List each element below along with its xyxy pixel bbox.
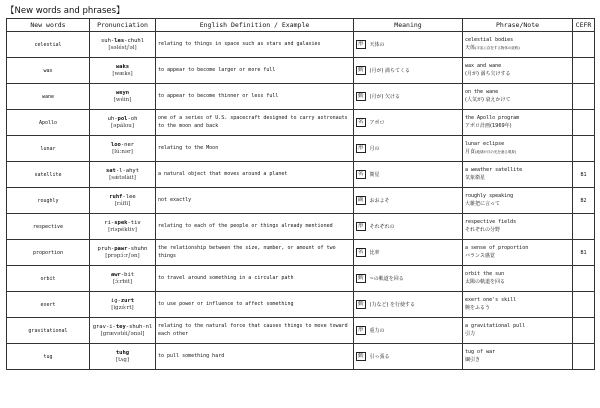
ipa-transcription: [prəpɔ́:r∫ən]	[105, 253, 140, 259]
phrase-note-cell	[463, 240, 573, 266]
syllable-stressed: waks	[115, 63, 130, 70]
phrase-japanese	[465, 357, 570, 365]
section-heading: 【New words and phrases】	[6, 6, 125, 16]
part-of-speech-badge: 動	[358, 93, 364, 99]
table-row	[7, 162, 595, 188]
phrase-japanese	[465, 279, 570, 287]
syllable-post: -chuhl	[124, 37, 145, 44]
pronunciation-cell	[90, 214, 156, 240]
syllable-stressed: pol	[117, 115, 128, 122]
cefr-cell	[573, 58, 595, 84]
syllables	[92, 38, 153, 44]
syllable-post: -l-ahyt	[115, 167, 140, 174]
phrase-english: celestial bodies	[465, 37, 514, 43]
phrase-japanese-main: 天体	[465, 44, 476, 51]
header-new-words: New words	[7, 19, 90, 32]
syllable-stressed: ruhf	[109, 193, 123, 200]
phrase-note-cell	[463, 32, 573, 58]
meaning-cell	[354, 240, 463, 266]
ipa-transcription: [sǽtəlàit]	[109, 175, 136, 181]
meaning-text: 比率	[369, 250, 380, 256]
phrase-japanese-main: 太陽の軌道を回る	[465, 278, 506, 285]
phrase-japanese-main: (人気が) 衰えかけて	[465, 96, 511, 103]
header-pronunciation: Pronunciation	[90, 19, 156, 32]
meaning-text: 天体の	[369, 42, 385, 48]
phrase-japanese	[465, 331, 570, 339]
cefr-cell	[573, 266, 595, 292]
pronunciation-cell	[90, 266, 156, 292]
meaning-cell	[354, 266, 463, 292]
phrase-note-cell	[463, 214, 573, 240]
phrase-note-cell	[463, 266, 573, 292]
part-of-speech-badge: 名	[358, 171, 364, 177]
part-of-speech-badge: 動	[358, 275, 364, 281]
pronunciation-cell	[90, 292, 156, 318]
meaning-text: (月が) 満ちてくる	[369, 68, 410, 74]
word-cell: wax	[7, 58, 90, 84]
phrase-japanese-main: 腕をふるう	[465, 304, 491, 311]
ipa-transcription: [igzə́:rt]	[111, 305, 134, 311]
phrase-japanese	[465, 45, 570, 53]
meaning-cell	[354, 292, 463, 318]
phrase-english: wax and wane	[465, 63, 502, 69]
phrase-english: a weather satellite	[465, 167, 523, 173]
syllables	[92, 272, 153, 278]
cefr-cell	[573, 32, 595, 58]
syllables	[92, 90, 153, 96]
syllable-pre: pruh-	[97, 245, 115, 252]
phrase-japanese	[465, 97, 570, 105]
ipa-transcription: [səlést∫əl]	[108, 45, 137, 51]
phrase-english: orbit the sun	[465, 271, 505, 277]
phrase-japanese-sub: (宇宙に存在する物体の総称)	[475, 45, 520, 50]
phrase-japanese-main: 月食	[465, 148, 476, 155]
phrase-japanese	[465, 305, 570, 313]
pronunciation-cell	[90, 58, 156, 84]
phrase-japanese-main: 大雑把に言って	[465, 200, 501, 207]
phrase-japanese-main: それぞれの分野	[465, 226, 501, 233]
definition-cell: a natural object that moves around a planet	[156, 162, 354, 188]
phrase-japanese-main: 気象衛星	[465, 174, 486, 181]
part-of-speech-badge: 動	[358, 301, 364, 307]
pronunciation-cell	[90, 136, 156, 162]
cefr-cell	[573, 84, 595, 110]
syllable-post: -shuh-nl	[125, 323, 153, 330]
ipa-transcription: [rispéktiv]	[108, 227, 137, 233]
header-definition: English Definition / Example	[156, 19, 354, 32]
meaning-cell	[354, 214, 463, 240]
definition-cell: relating to the Moon	[156, 136, 354, 162]
cefr-cell	[573, 292, 595, 318]
meaning-text: 重力の	[369, 328, 385, 334]
syllables	[92, 220, 153, 226]
pronunciation-cell	[90, 344, 156, 370]
syllable-stressed: tuhg	[115, 349, 130, 356]
meaning-cell	[354, 344, 463, 370]
phrase-note-cell	[463, 292, 573, 318]
definition-cell: to pull something hard	[156, 344, 354, 370]
table-row	[7, 214, 595, 240]
phrase-note-cell	[463, 318, 573, 344]
part-of-speech-badge: 形	[358, 145, 364, 151]
definition-cell: relating to each of the people or things already mentioned	[156, 214, 354, 240]
table-row	[7, 32, 595, 58]
syllable-stressed: sat	[105, 167, 116, 174]
cefr-cell: B1	[573, 162, 595, 188]
part-of-speech-badge: 動	[358, 353, 364, 359]
definition-cell: to travel around something in a circular path	[156, 266, 354, 292]
meaning-cell	[354, 136, 463, 162]
phrase-japanese	[465, 71, 570, 79]
phrase-note-cell	[463, 344, 573, 370]
word-cell: satellite	[7, 162, 90, 188]
phrase-english: roughly speaking	[465, 193, 514, 199]
cefr-cell: B2	[573, 188, 595, 214]
syllable-stressed: tey	[115, 323, 126, 330]
syllables	[92, 64, 153, 70]
phrase-japanese-main: 引力	[465, 330, 476, 337]
syllables	[92, 350, 153, 356]
word-cell: lunar	[7, 136, 90, 162]
table-row	[7, 318, 595, 344]
cefr-cell	[573, 136, 595, 162]
meaning-cell	[354, 188, 463, 214]
vocabulary-table	[6, 18, 595, 370]
part-of-speech-badge: 副	[358, 197, 364, 203]
syllable-pre: ig-	[110, 297, 121, 304]
word-cell: wane	[7, 84, 90, 110]
table-row	[7, 84, 595, 110]
definition-cell: relating to things in space such as stars and galaxies	[156, 32, 354, 58]
pronunciation-cell	[90, 188, 156, 214]
pronunciation-cell	[90, 318, 156, 344]
syllable-stressed: zurt	[120, 297, 135, 304]
syllable-post: -ner	[120, 141, 135, 148]
definition-cell: to appear to become thinner or less full	[156, 84, 354, 110]
meaning-cell	[354, 32, 463, 58]
header-phrase-note: Phrase/Note	[463, 19, 573, 32]
phrase-japanese-sub: (地球が月の光を遮る現象)	[475, 149, 517, 154]
header-meaning: Meaning	[354, 19, 463, 32]
ipa-transcription: [wéin]	[113, 97, 132, 103]
cefr-cell: B1	[573, 240, 595, 266]
meaning-text: アポロ	[369, 120, 385, 126]
syllables	[92, 298, 153, 304]
phrase-note-cell	[463, 188, 573, 214]
meaning-text: (力など) を行使する	[369, 302, 416, 308]
phrase-japanese-main: アポロ計画(1969年)	[465, 122, 512, 129]
table-row	[7, 292, 595, 318]
phrase-english: on the wane	[465, 89, 499, 95]
part-of-speech-badge: 形	[358, 41, 364, 47]
syllable-stressed: weyn	[115, 89, 130, 96]
part-of-speech-badge: 名	[358, 249, 364, 255]
word-cell: respective	[7, 214, 90, 240]
phrase-japanese	[465, 175, 570, 183]
phrase-japanese	[465, 123, 570, 131]
cefr-cell	[573, 318, 595, 344]
word-cell: tug	[7, 344, 90, 370]
definition-cell: relating to the natural force that causes things to move toward each other	[156, 318, 354, 344]
ipa-transcription: [grӕvətéi∫ənəl]	[100, 331, 145, 337]
syllables	[92, 168, 153, 174]
syllable-post: -tiv	[127, 219, 141, 226]
word-cell: orbit	[7, 266, 90, 292]
pronunciation-cell	[90, 32, 156, 58]
phrase-english: lunar eclipse	[465, 141, 505, 147]
part-of-speech-badge: 形	[358, 327, 364, 333]
table-header-row	[7, 19, 595, 32]
syllable-stressed: awr	[110, 271, 121, 278]
meaning-text: ~の軌道を回る	[369, 276, 404, 282]
syllables	[92, 324, 153, 330]
syllable-post: -oh	[127, 115, 138, 122]
syllable-post: -lee	[122, 193, 136, 200]
word-cell: roughly	[7, 188, 90, 214]
cefr-cell	[573, 214, 595, 240]
phrase-japanese	[465, 201, 570, 209]
syllables	[92, 142, 153, 148]
syllable-stressed: pawr	[114, 245, 128, 252]
word-cell: Apollo	[7, 110, 90, 136]
phrase-japanese	[465, 227, 570, 235]
phrase-note-cell	[463, 84, 573, 110]
ipa-transcription: [rʌ́fli]	[114, 201, 131, 207]
pronunciation-cell	[90, 240, 156, 266]
ipa-transcription: [lú:nər]	[112, 149, 133, 155]
cefr-cell	[573, 344, 595, 370]
syllable-stressed: spek	[114, 219, 128, 226]
phrase-japanese	[465, 149, 570, 157]
phrase-english: respective fields	[465, 219, 517, 225]
ipa-transcription: [wæks]	[112, 71, 133, 77]
definition-cell: not exactly	[156, 188, 354, 214]
table-row	[7, 240, 595, 266]
syllable-pre: suh-	[100, 37, 115, 44]
pronunciation-cell	[90, 84, 156, 110]
phrase-japanese-main: バランス感覚	[465, 252, 495, 259]
header-cefr: CEFR	[573, 19, 595, 32]
meaning-text: それぞれの	[369, 224, 395, 230]
phrase-japanese	[465, 253, 570, 261]
table-row	[7, 344, 595, 370]
meaning-text: おおよそ	[369, 198, 390, 204]
syllable-pre: uh-	[107, 115, 118, 122]
word-cell: celestial	[7, 32, 90, 58]
syllable-pre: ri-	[104, 219, 115, 226]
meaning-text: 引っ張る	[369, 354, 390, 360]
phrase-japanese-main: (月が) 満ち欠けする	[465, 70, 511, 77]
meaning-cell	[354, 162, 463, 188]
table-row	[7, 188, 595, 214]
ipa-transcription: [tʌg]	[115, 357, 130, 363]
phrase-english: a sense of proportion	[465, 245, 529, 251]
ipa-transcription: [əpálou]	[111, 123, 134, 129]
definition-cell: the relationship between the size, number, or amount of two things	[156, 240, 354, 266]
syllable-stressed: loo	[110, 141, 121, 148]
word-cell: exert	[7, 292, 90, 318]
syllables	[92, 246, 153, 252]
definition-cell: to use power or influence to affect something	[156, 292, 354, 318]
cefr-cell	[573, 110, 595, 136]
syllable-pre: grav-i-	[92, 323, 116, 330]
phrase-note-cell	[463, 110, 573, 136]
phrase-english: a gravitational pull	[465, 323, 526, 329]
meaning-cell	[354, 58, 463, 84]
table-row	[7, 58, 595, 84]
syllable-stressed: les	[114, 37, 125, 44]
table-row	[7, 266, 595, 292]
phrase-english: exert one's skill	[465, 297, 517, 303]
meaning-text: 衛星	[369, 172, 380, 178]
table-row	[7, 136, 595, 162]
pronunciation-cell	[90, 110, 156, 136]
part-of-speech-badge: 動	[358, 67, 364, 73]
phrase-note-cell	[463, 162, 573, 188]
syllable-post: -bit	[120, 271, 135, 278]
syllable-post: -shuhn	[127, 245, 148, 252]
meaning-text: 月の	[369, 146, 380, 152]
word-cell: gravitational	[7, 318, 90, 344]
meaning-cell	[354, 110, 463, 136]
syllables	[92, 116, 153, 122]
phrase-note-cell	[463, 58, 573, 84]
part-of-speech-badge: 名	[358, 119, 364, 125]
meaning-cell	[354, 318, 463, 344]
definition-cell: to appear to become larger or more full	[156, 58, 354, 84]
word-cell: proportion	[7, 240, 90, 266]
pronunciation-cell	[90, 162, 156, 188]
phrase-english: the Apollo program	[465, 115, 520, 121]
phrase-english: tug of war	[465, 349, 496, 355]
part-of-speech-badge: 形	[358, 223, 364, 229]
definition-cell: one of a series of U.S. spacecraft designed to carry astronauts to the moon and back	[156, 110, 354, 136]
table-row	[7, 110, 595, 136]
phrase-note-cell	[463, 136, 573, 162]
syllables	[92, 194, 153, 200]
phrase-japanese-main: 綱引き	[465, 356, 481, 363]
meaning-text: (月が) 欠ける	[369, 94, 401, 100]
meaning-cell	[354, 84, 463, 110]
ipa-transcription: [ɔ́:rbit]	[112, 279, 133, 285]
